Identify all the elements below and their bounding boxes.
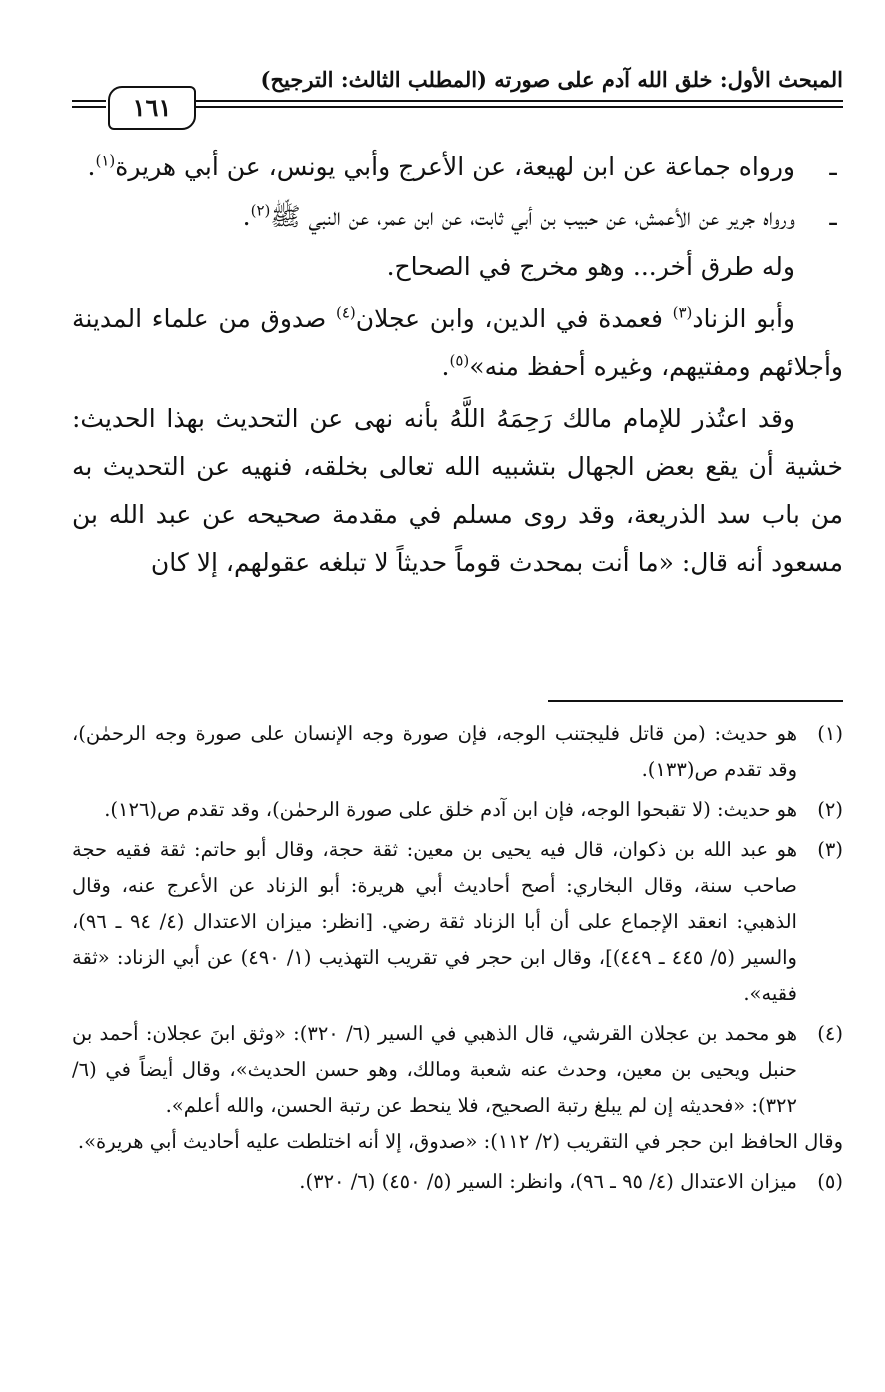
bullet-dash: ـ <box>829 202 837 231</box>
paragraph: وقد اعتُذر للإمام مالك رَحِمَهُ اللَّهُ بأنه نهى عن التحديث بهذا الحديث: خشية أن يقع بعض الجهال بتشبيه الله تعالى بخلقه، فنهيه عن التحديث به من باب سد الذريعة، وقد روى مسلم في مقدمة صحيحه عن عبد الله بن مسعود أنه قال: «ما أنت بمحدث قوماً حديثاً لا تبلغه عقولهم، إلا كان <box>72 404 843 577</box>
footnote-number: (٤) <box>817 1022 843 1045</box>
bullet-item <box>72 193 843 241</box>
footnote-continuation: وقال الحافظ ابن حجر في التقريب (٢/ ١١٢): «صدوق، إلا أنه اختلطت عليه أحاديث أبي هريرة». <box>77 1130 843 1153</box>
footnote-text: ميزان الاعتدال (٤/ ٩٥ ـ ٩٦)، وانظر: السير (٥/ ٤٥٠) (٦/ ٣٢٠). <box>299 1170 797 1193</box>
header-rule-short <box>72 106 106 108</box>
footnote <box>72 716 843 788</box>
footnote-number: (١) <box>817 722 843 745</box>
footnote-text: هو حديث: (من قاتل فليجتنب الوجه، فإن صورة وجه الإنسان على صورة وجه الرحمٰن)، وقد تقدم ص(١٣٣). <box>72 722 797 781</box>
footnote <box>72 1164 843 1200</box>
footnote-text: هو حديث: (لا تقبحوا الوجه، فإن ابن آدم خلق على صورة الرحمٰن)، وقد تقدم ص(١٢٦). <box>104 798 797 821</box>
footnote <box>72 792 843 828</box>
footnote-ref: (١) <box>95 151 116 170</box>
footnote-ref: (٥) <box>449 351 470 370</box>
footnote-divider <box>548 700 843 702</box>
footnote-number: (٥) <box>817 1170 843 1193</box>
paragraph <box>72 295 843 391</box>
running-header: المبحث الأول: خلق الله آدم على صورته (المطلب الثالث: الترجيح) <box>260 67 843 92</box>
footnotes <box>72 716 843 1204</box>
bullet-dash: ـ <box>829 152 837 181</box>
paragraph: وله طرق أخر... وهو مخرج في الصحاح. <box>386 252 795 281</box>
paragraph-text: وأبو الزناد <box>692 304 795 333</box>
footnote-number: (٢) <box>817 798 843 821</box>
footnote-text: هو محمد بن عجلان القرشي، قال الذهبي في السير (٦/ ٣٢٠): «وثق ابنَ عجلان: أحمد بن حنبل ويحيى بن معين، وحدث عنه شعبة ومالك، وهو حسن الحديث»، وقال أيضاً في (٦/ ٣٢٢): «فحديثه إن لم يبلغ رتبة الصحيح، فلا ينحط عن رتبة الحسن، والله أعلم». <box>72 1022 797 1117</box>
main-text <box>72 143 843 591</box>
paragraph-text: . <box>441 352 450 381</box>
footnote-ref: (٤) <box>335 303 356 322</box>
footnote-text: هو عبد الله بن ذكوان، قال فيه يحيى بن معين: ثقة حجة، وقال أبو حاتم: ثقة فقيه حجة صاحب سنة، وقال البخاري: أصح أحاديث أبي هريرة: أبو الزناد عن الأعرج عنه، وقال الذهبي: انعقد الإجماع على أن أبا الزناد ثقة رضي. [انظر: ميزان الاعتدال (٤/ ٩٤ ـ ٩٦)، والسير (٥/ ٤٤٥ ـ ٤٤٩)]، وقال ابن حجر في تقريب التهذيب (١/ ٤٩٠) عن أبي الزناد: «ثقة فقيه». <box>72 838 797 1005</box>
paragraph-text: صدوق من علماء المدينة وأجلائهم ومفتيهم، وغيره أحفظ منه» <box>72 304 843 381</box>
footnote-number: (٣) <box>817 838 843 861</box>
bullet-end: . <box>242 202 251 231</box>
footnote <box>72 832 843 1012</box>
bullet-text: ورواه جرير عن الأعمش، عن حبيب بن أبي ثابت، عن ابن عمر، عن النبي ﷺ <box>270 202 795 231</box>
bullet-end: . <box>87 152 96 181</box>
header-rule-short <box>72 100 106 102</box>
header-rule <box>196 100 843 102</box>
page-number: ١٦١ <box>108 86 196 130</box>
paragraph-text: فعمدة في الدين، وابن عجلان <box>355 304 673 333</box>
footnote-ref: (٣) <box>672 303 693 322</box>
footnote <box>72 1016 843 1160</box>
bullet-text: ورواه جماعة عن ابن لهيعة، عن الأعرج وأبي يونس، عن أبي هريرة <box>115 152 795 181</box>
footnote-ref: (٢) <box>250 201 271 220</box>
header-rule <box>196 106 843 108</box>
bullet-item <box>72 143 843 191</box>
